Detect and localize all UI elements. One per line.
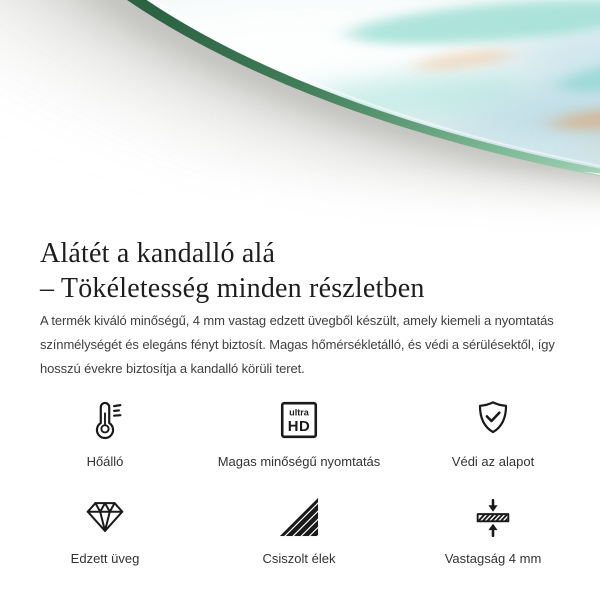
feature-label: Hőálló [86, 454, 124, 469]
product-description: A termék kiváló minőségű, 4 mm vastag edzett üvegből készült, amely kiemeli a nyomtatás színmélységét és elegáns fényt biztosít. Magas hőmérsékletálló, és védi a sérülésektől, így hosszú évekre biztosítja a kandalló körüli teret. [40, 313, 555, 376]
title-line-2: – Tökéletesség minden részletben [40, 273, 425, 304]
feature-label: Védi az alapot [451, 454, 535, 469]
feature-label: Magas minőségű nyomtatás [217, 454, 381, 469]
feature-label: Edzett üveg [70, 551, 140, 566]
shield-check-icon [470, 394, 516, 446]
feature-base-protection [396, 394, 590, 469]
features-grid [8, 394, 590, 566]
feature-tempered-glass [8, 491, 202, 566]
feature-label: Vastagság 4 mm [444, 551, 542, 566]
ultra-hd-icon-text-bottom: HD [287, 419, 311, 436]
thermometer-icon [82, 394, 128, 446]
feature-polished-edges [202, 491, 396, 566]
diamond-icon [82, 491, 128, 543]
feature-thickness [396, 491, 590, 566]
product-photo [0, 0, 600, 252]
polished-edges-icon [276, 491, 322, 543]
feature-heat-resistant [8, 394, 202, 469]
feature-print-quality [202, 394, 396, 469]
title-line-1: Alátét a kandalló alá [40, 238, 276, 269]
feature-label: Csiszolt élek [262, 551, 336, 566]
page-title [40, 236, 425, 306]
bottom-fade [0, 130, 600, 252]
ultra-hd-icon-text-top: ultra [289, 407, 309, 418]
ultra-hd-icon [276, 394, 322, 446]
hero-illustration [0, 0, 600, 252]
thickness-arrows-icon [470, 491, 516, 543]
